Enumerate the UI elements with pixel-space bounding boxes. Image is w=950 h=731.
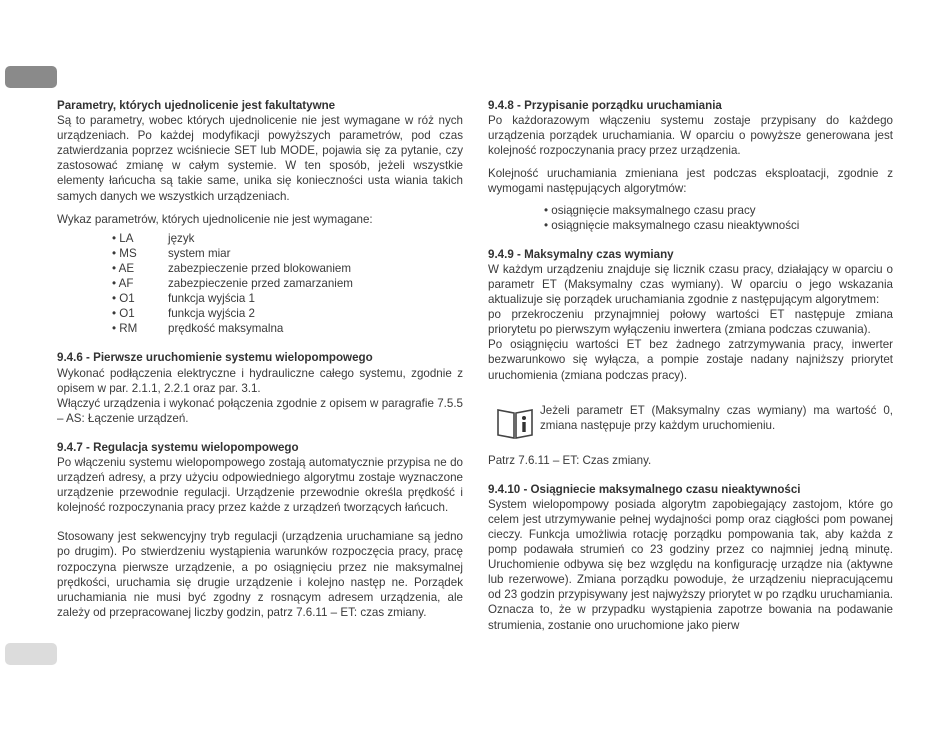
- list-item: • RM prędkość maksymalna: [112, 322, 284, 336]
- right-column: [488, 98, 893, 633]
- paragraph: Po osiągnięciu wartości ET bez żadnego zatrzymywania pracy, inwerter bezwarunkowo się wyłącza, a pompie zostaje nadany najniższy priorytet uruchomienia (zmiana podczas pracy).: [488, 338, 893, 382]
- heading-9-4-8: 9.4.8 - Przypisanie porządku uruchamiania: [488, 99, 722, 112]
- paragraph: Patrz 7.6.11 – ET: Czas zmiany.: [488, 453, 652, 467]
- list-item: • O1 funkcja wyjścia 1: [112, 292, 255, 306]
- list-item: • O1 funkcja wyjścia 2: [112, 307, 255, 321]
- heading-9-4-6: 9.4.6 - Pierwsze uruchomienie systemu wielopompowego: [57, 351, 373, 365]
- param-list: [57, 231, 463, 337]
- heading-9-4-7: 9.4.7 - Regulacja systemu wielopompowego: [57, 440, 299, 454]
- book-info-icon: [496, 407, 534, 439]
- info-note: [488, 403, 893, 439]
- list-item: • LA język: [112, 231, 195, 245]
- page-tab-top: [5, 66, 57, 88]
- heading-9-4-10: 9.4.10 - Osiągniecie maksymalnego czasu nieaktywności: [488, 482, 801, 496]
- page-tab-bottom: [5, 643, 57, 665]
- paragraph: Włączyć urządzenia i wykonać połączenia zgodnie z opisem w paragrafie 7.5.5 – AS: Łączenie urządzeń.: [57, 396, 463, 425]
- paragraph: W każdym urządzeniu znajduje się licznik czasu pracy, działający w oparciu o parametr ET (Maksymalny czas wymiany). W oparciu o jego wskazania aktualizuje się porządek uruchamiania zgodnie z następującym algorytmem:: [488, 262, 893, 307]
- left-column: [57, 98, 463, 620]
- paragraph: Wykonać podłączenia elektryczne i hydrauliczne całego systemu, zgodnie z opisem w par. 2.1.1, 2.2.1 oraz par. 3.1.: [57, 366, 463, 395]
- paragraph: Stosowany jest sekwencyjny tryb regulacji (urządzenia uruchamiane są jedno po drugim). Po stwierdzeniu wystąpienia warunków rozpoczęcia pracy, pracę rozpoczyna pierwsze urządzenie, a po osiągnięciu przez nie maksymalnej prędkości, uruchamia się drugie urządzenie i kolejno następ ne. Porządek uruchamiania nie musi być zgodny z rosnącym adresem urządzenia, ale zależy od przepracowanej liczby godzin, patrz 7.6.11 – ET: czas zmiany.: [57, 530, 463, 619]
- paragraph: Kolejność uruchamiania zmieniana jest podczas eksploatacji, zgodnie z wymogami następujących algorytmów:: [488, 167, 893, 196]
- paragraph: po przekroczeniu przynajmniej połowy wartości ET następuje zmiana priorytetu po pierwszym wyłączeniu inwertera (zmiana podczas czuwania).: [488, 308, 893, 337]
- paragraph: Wykaz parametrów, których ujednolicenie nie jest wymagane:: [57, 212, 373, 226]
- algorithm-list: [488, 203, 893, 233]
- heading-9-4-9: 9.4.9 - Maksymalny czas wymiany: [488, 247, 674, 261]
- paragraph: Po włączeniu systemu wielopompowego zostają automatycznie przypisa ne do urządzeń adresy, a przy użyciu odpowiedniego algorytmu zostaje wyznaczone urządzenie przewodnie regulacji. Urządzenie przewodnie określa prędkość i kolejność rozpoczynania pracy przez każde z urządzeń tworzących łańcuch.: [57, 455, 463, 515]
- paragraph: Po każdorazowym włączeniu systemu zostaje przypisany do każdego urządzenia porządek uruchamiania. W oparciu o powyższe generowana jest kolejność rozpoczynania pracy przez urządzenia.: [488, 114, 893, 158]
- paragraph: System wielopompowy posiada algorytm zapobiegający zastojom, które go celem jest utrzymywanie pełnej wydajności pomp oraz ciągłości pom powanej cieczy. Funkcja umożliwia rotację porządku pompowania tak, aby każda z pomp podawała strumień co 23 godziny przez co najmniej jedną minutę. Uruchomienie odbywa się bez względu na konfigurację urządze nia (aktywne lub rezerwowe). Zmiana porządku powoduje, że urządzeniu niepracującemu od 23 godzin przypisywany jest najwyższy priorytet w po rządku uruchamiania. Oznacza to, że w przypadku wystąpienia zapotrze bowania na podawanie strumienia, zostanie ono uruchomione jako pierw: [488, 497, 893, 632]
- paragraph: Są to parametry, wobec których ujednolicenie nie jest wymagane w róż nych urządzeniach. Po każdej modyfikacji powyższych parametrów, pod czas zatwierdzania poprzez wciśniecie SET lub MODE, pojawia się za pytanie, czy zastosować zmianę w całym systemie. W ten sposób, jeżeli wszystkie elementy łańcucha są takie same, unika się konieczności usta wiania takich samych danych we wszystkich urządzeniach.: [57, 114, 463, 203]
- list-item: • AF zabezpieczenie przed zamarzaniem: [112, 277, 353, 291]
- note-text: Jeżeli parametr ET (Maksymalny czas wymiany) ma wartość 0, zmiana następuje przy każdym uruchomieniu.: [540, 403, 893, 432]
- heading-optional-params: Parametry, których ujednolicenie jest fakultatywne: [57, 99, 336, 112]
- list-item: • osiągnięcie maksymalnego czasu pracy: [544, 203, 756, 217]
- list-item: • MS system miar: [112, 246, 231, 260]
- list-item: • AE zabezpieczenie przed blokowaniem: [112, 261, 352, 275]
- list-item: • osiągnięcie maksymalnego czasu nieaktywności: [544, 218, 800, 232]
